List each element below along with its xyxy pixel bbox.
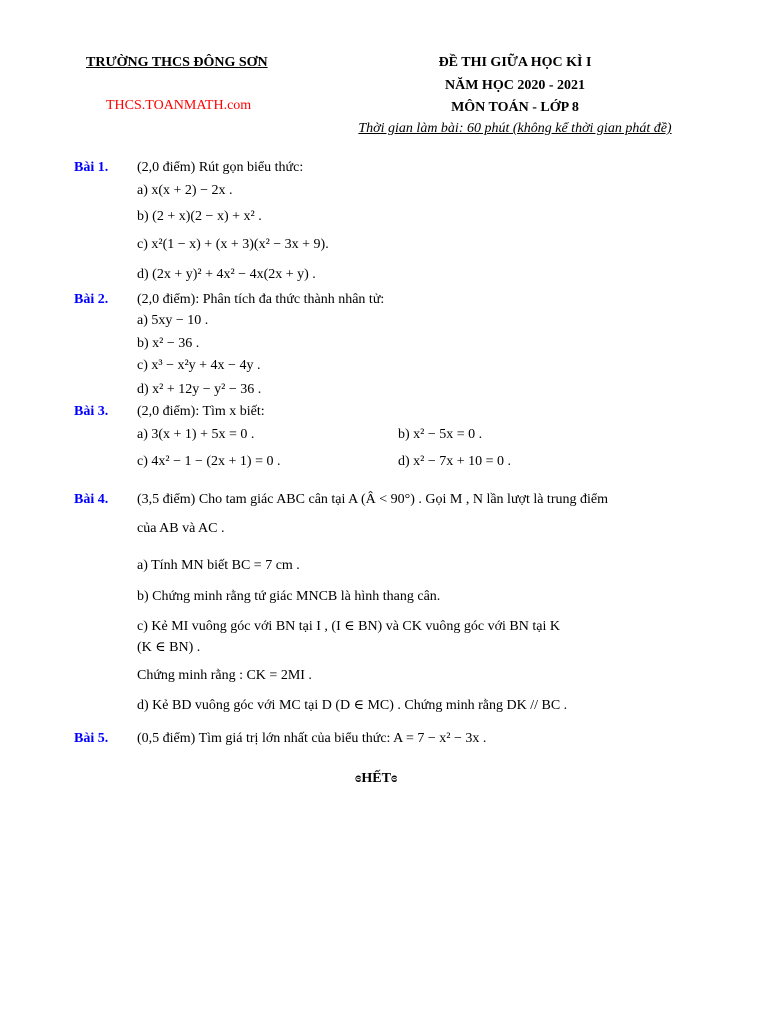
school-year: NĂM HỌC 2020 - 2021: [445, 78, 585, 93]
problem-1-label: Bài 1.: [74, 160, 109, 175]
problem-4-c-prove: Chứng minh rằng : CK = 2MI .: [137, 668, 312, 683]
problem-5-intro: (0,5 điểm) Tìm giá trị lớn nhất của biểu thức: A = 7 − x² − 3x .: [137, 731, 487, 746]
problem-1-d: d) (2x + y)² + 4x² − 4x(2x + y) .: [137, 267, 316, 282]
exam-title: ĐỀ THI GIỮA HỌC KÌ I: [438, 55, 592, 70]
problem-2-d: d) x² + 12y − y² − 36 .: [137, 382, 262, 397]
problem-3-intro: (2,0 điểm): Tìm x biết:: [137, 404, 265, 419]
problem-2-intro: (2,0 điểm): Phân tích đa thức thành nhân tử:: [137, 292, 385, 307]
problem-3-label: Bài 3.: [74, 404, 109, 419]
exam-time: Thời gian làm bài: 60 phút (không kể thời gian phát đề): [358, 121, 672, 136]
school-name: TRƯỜNG THCS ĐÔNG SƠN: [86, 55, 268, 70]
problem-4-label: Bài 4.: [74, 492, 109, 507]
end-marker: ɞHẾTɞ: [355, 771, 398, 786]
website-link[interactable]: THCS.TOANMATH.com: [106, 98, 252, 113]
problem-4-intro: (3,5 điểm) Cho tam giác ABC cân tại A (Â < 90°) . Gọi M , N lần lượt là trung điểm: [137, 492, 608, 507]
problem-2-c: c) x³ − x²y + 4x − 4y .: [137, 358, 261, 373]
problem-2-label: Bài 2.: [74, 292, 109, 307]
problem-3-a: a) 3(x + 1) + 5x = 0 .: [137, 427, 255, 442]
problem-5-label: Bài 5.: [74, 731, 109, 746]
problem-3-b: b) x² − 5x = 0 .: [398, 427, 483, 442]
problem-4-c-cont: (K ∈ BN) .: [137, 640, 201, 655]
problem-4-b: b) Chứng minh rằng tứ giác MNCB là hình thang cân.: [137, 589, 441, 604]
problem-4-c: c) Kẻ MI vuông góc với BN tại I , (I ∈ BN) và CK vuông góc với BN tại K: [137, 619, 560, 634]
problem-3-c: c) 4x² − 1 − (2x + 1) = 0 .: [137, 454, 281, 469]
problem-1-intro: (2,0 điểm) Rút gọn biểu thức:: [137, 160, 304, 175]
problem-3-d: d) x² − 7x + 10 = 0 .: [398, 454, 512, 469]
problem-4-a: a) Tính MN biết BC = 7 cm .: [137, 558, 300, 573]
problem-2-a: a) 5xy − 10 .: [137, 313, 209, 328]
subject: MÔN TOÁN - LỚP 8: [451, 100, 579, 115]
problem-4-intro-cont: của AB và AC .: [137, 521, 225, 536]
problem-1-c: c) x²(1 − x) + (x + 3)(x² − 3x + 9).: [137, 237, 329, 252]
problem-1-b: b) (2 + x)(2 − x) + x² .: [137, 209, 262, 224]
problem-1-a: a) x(x + 2) − 2x .: [137, 183, 233, 198]
problem-4-d: d) Kẻ BD vuông góc với MC tại D (D ∈ MC) . Chứng minh rằng DK // BC .: [137, 698, 568, 713]
problem-2-b: b) x² − 36 .: [137, 336, 200, 351]
